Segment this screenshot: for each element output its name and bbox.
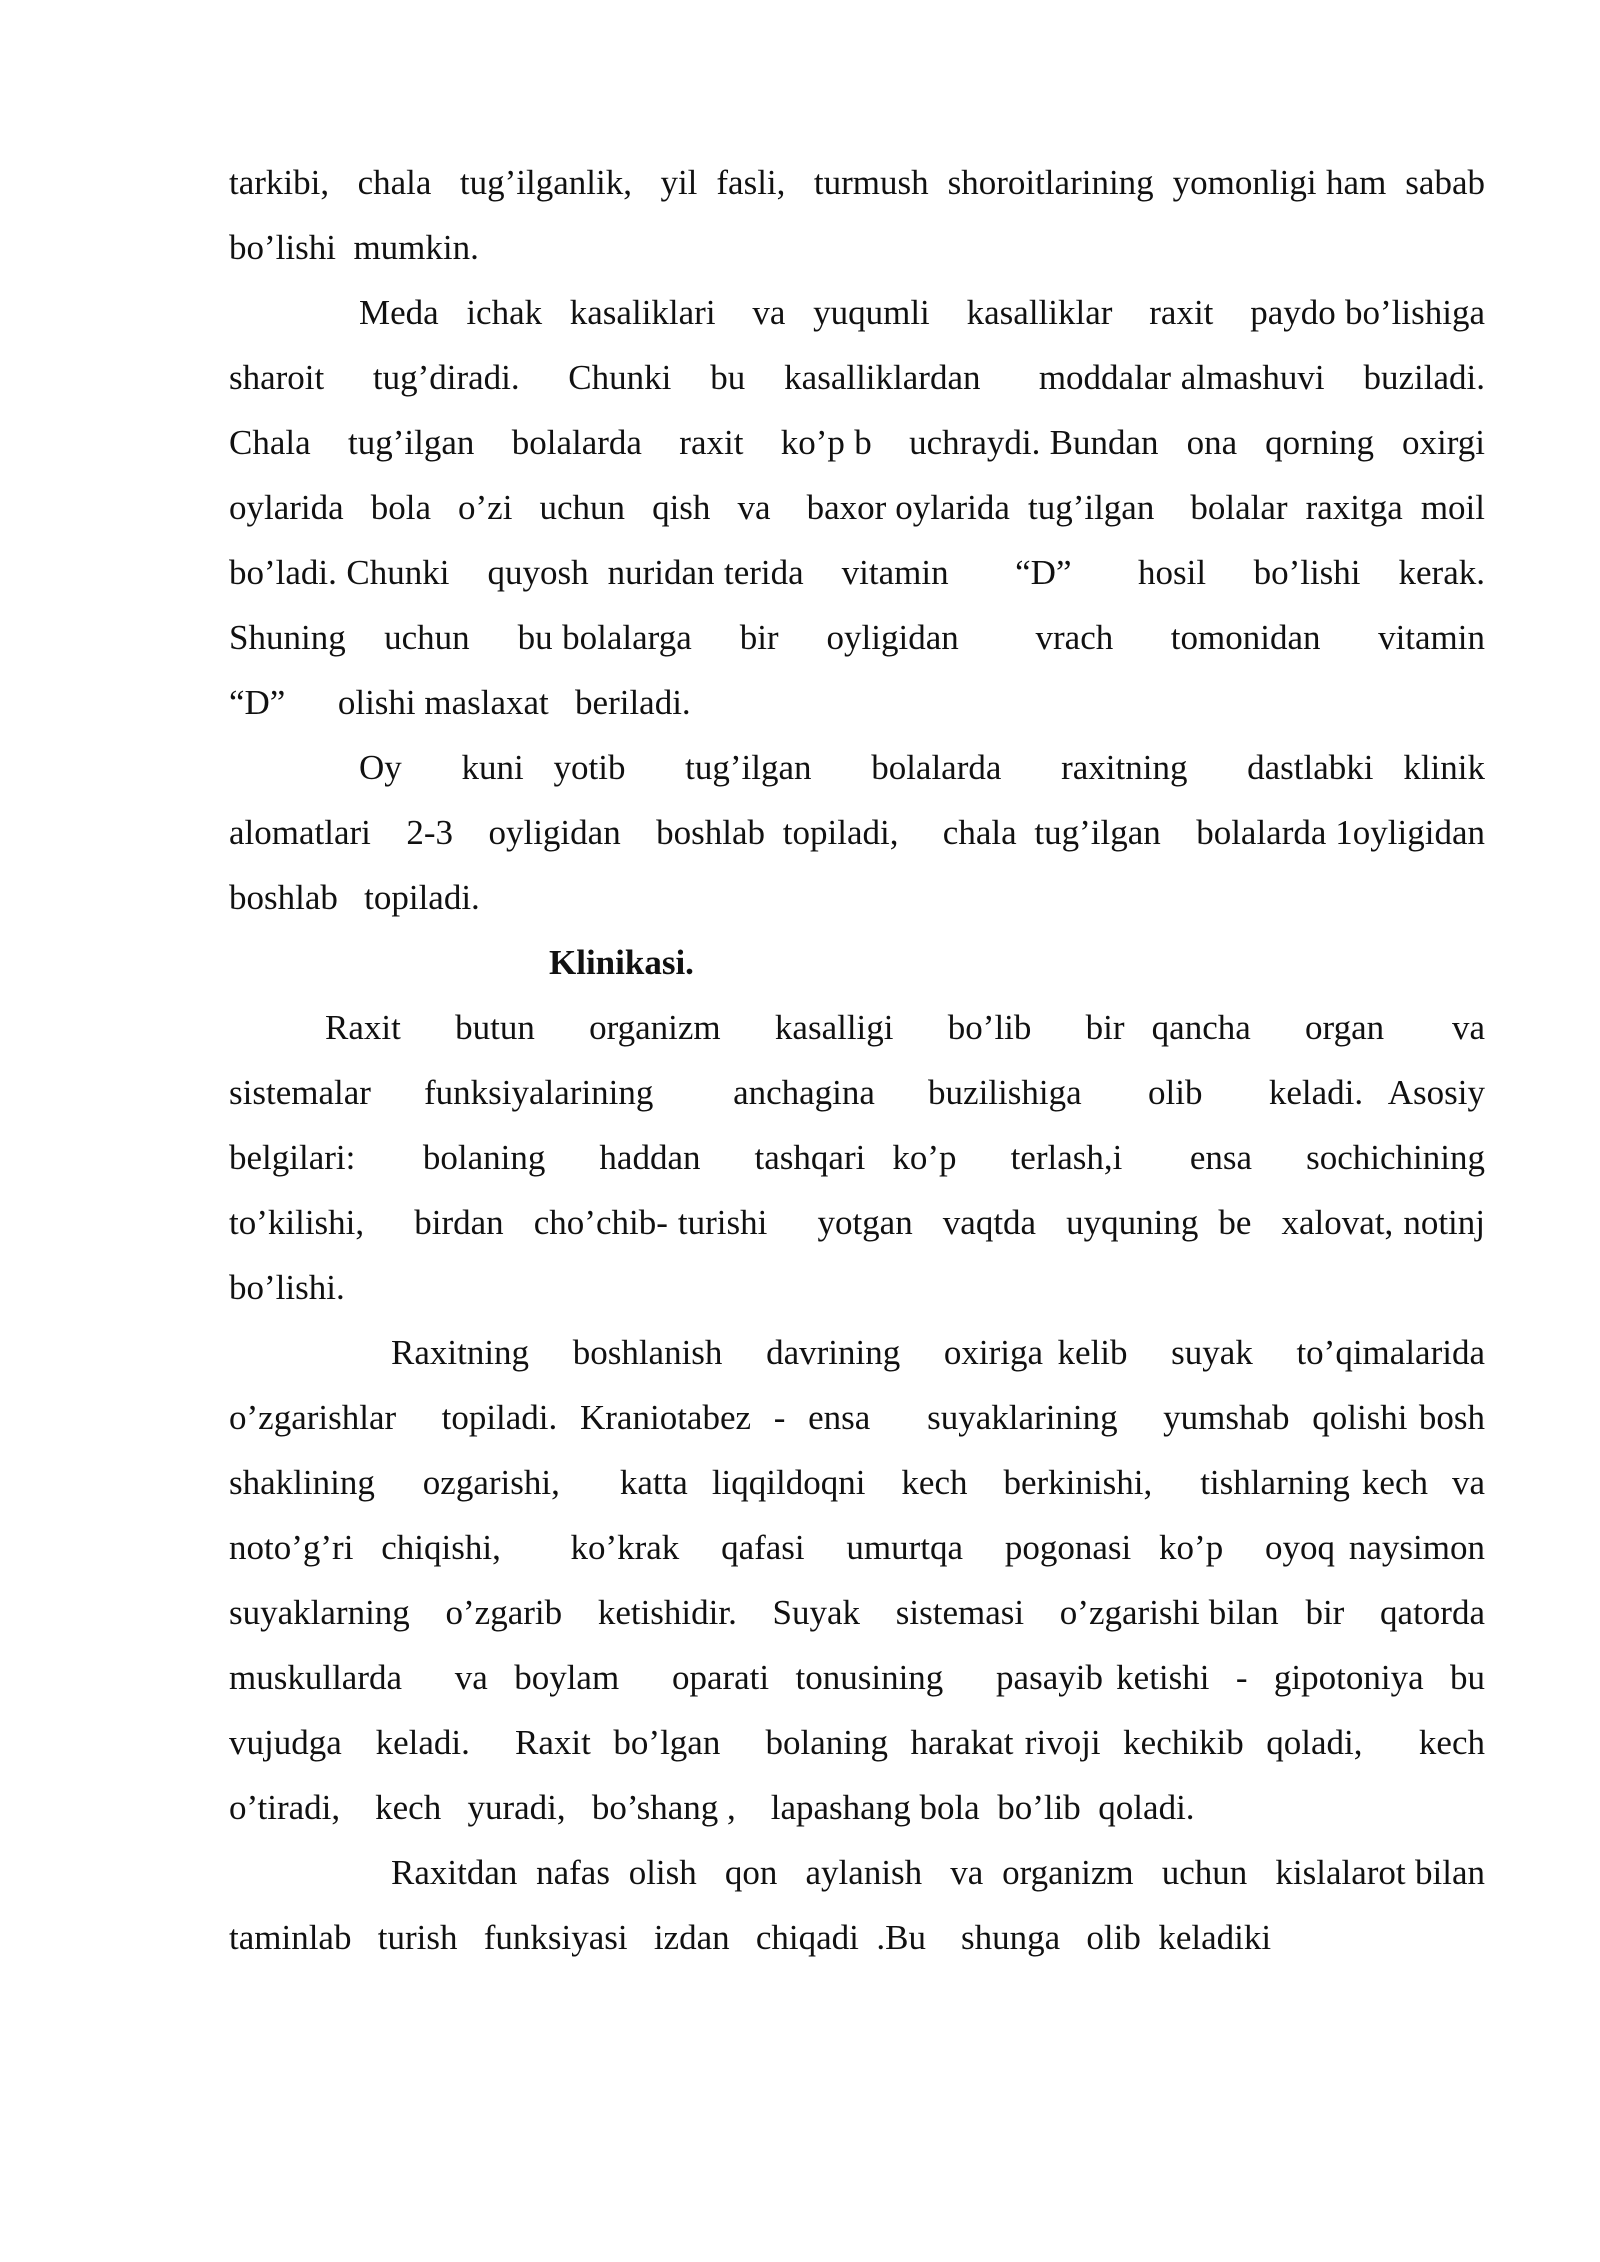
paragraph-bone-changes: Raxitning boshlanish davrining oxiriga kelib suyak to’qimalarida o’zgarishlar topiladi. Kraniotabez - ensa suyaklarining yumshab qolishi bosh shaklining ozgarishi, katta liqqildoqni kech berkinishi, tishlarning kech va noto’g’ri chiqishi, ko’krak qafasi umurtqa pogonasi ko’p oyoq naysimon suyaklarning o’zgarib ketishidir. Suyak sistemasi o’zgarishi bilan bir qatorda muskullarda va boylam oparati tonusining pasayib ketishi - gipotoniya bu vujudga keladi. Raxit bo’lgan bolaning harakat rivoji kechikib qoladi, kech o’tiradi, kech yuradi, bo’shang , lapashang bola bo’lib qoladi. [229, 1333, 1529, 1827]
paragraph-causes: tarkibi, chala tug’ilganlik, yil fasli, turmush shoroitlarining yomonligi ham sabab bo’lishi mumkin. [229, 163, 1503, 267]
paragraph-diseases: Meda ichak kasaliklari va yuqumli kasalliklar raxit paydo bo’lishiga sharoit tug’diradi. Chunki bu kasalliklardan moddalar almashuvi buziladi. Chala tug’ilgan bolalarda raxit ko’p b uchraydi. Bundan ona qorning oxirgi oylarida bola o’zi uchun qish va baxor oylarida tug’ilgan bolalar raxitga moil bo’ladi. Chunki quyosh nuridan terida vitamin “D” hosil bo’lishi kerak. Shuning uchun bu bolalarga bir oyligidan vrach tomonidan vitamin “D” olishi maslaxat beriladi. [229, 293, 1555, 722]
paragraph-symptoms-onset: Oy kuni yotib tug’ilgan bolalarda raxitning dastlabki klinik alomatlari 2-3 oyligidan boshlab topiladi, chala tug’ilgan bolalarda 1oyligidan boshlab topiladi. [229, 748, 1512, 917]
section-heading-klinikasi: Klinikasi. [549, 943, 694, 982]
document-page [229, 150, 1555, 1970]
paragraph-respiration: Raxitdan nafas olish qon aylanish va organizm uchun kislalarot bilan taminlab turish funksiyasi izdan chiqadi .Bu shunga olib keladiki [229, 1853, 1512, 1957]
paragraph-clinical-signs: Raxit butun organizm kasalligi bo’lib bir qancha organ va sistemalar funksiyalarining anchagina buzilishiga olib keladi. Asosiy belgilari: bolaning haddan tashqari ko’p terlash,i ensa sochichining to’kilishi, birdan cho’chib- turishi yotgan vaqtda uyquning be xalovat, notinj bo’lishi. [229, 1008, 1512, 1307]
